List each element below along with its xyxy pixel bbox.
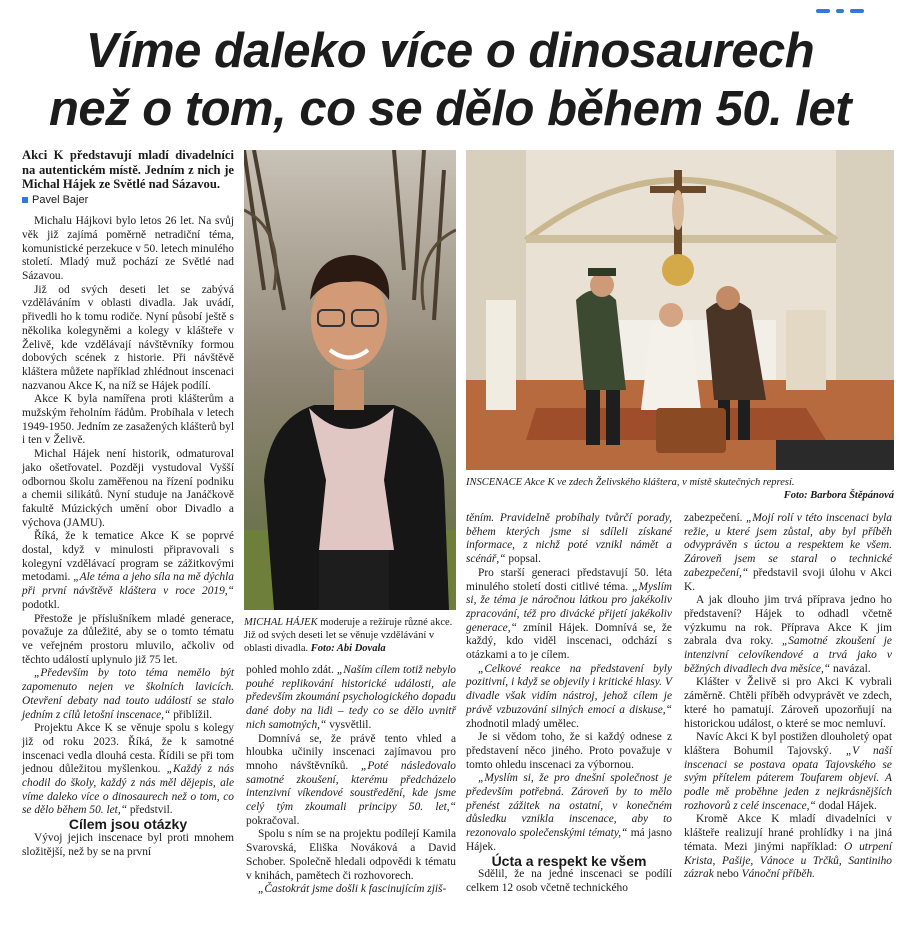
play-scene-image [466, 150, 894, 470]
paragraph: Říká, že k tematice Akce K se poprvé dostal, když v minulosti připravovali s kolegyní vzdělávací program se zážitkovými metodami. „Ale téma a jeho síla na mě dýchla při první návštěvě kláštera v roce 2019,“ podotkl. [22, 530, 234, 611]
article-column-2 [246, 664, 456, 897]
paragraph: „Především by toto téma nemělo být zapomenuto nejen ve školních lavicích. Otevření debaty nad touto událostí se stalo jedním z cílů letošní inscenace,“ přiblížil. [22, 667, 234, 721]
paragraph: Je si vědom toho, že si každý odnese z představení něco jiného. Proto považuje v tomto ohledu inscenaci za výbornou. [466, 731, 672, 771]
paragraph: Akce K byla namířena proti klášterům a mužským řeholním řádům. Probíhala v letech 1949-1950. Jedním ze zasažených klášterů byl i ten v Želivě. [22, 393, 234, 447]
paragraph: Kromě Akce K mladí divadelníci v klášteře realizují hrané prohlídky i na jiná témata. Mezi jinými například: O utrpení Krista, Pašije, Vánoce u Trčků, Santiniho zázrak nebo Vánoční příběh. [684, 813, 892, 881]
subheading: Úcta a respekt ke všem [491, 852, 647, 869]
photo-credit: Foto: Abi Dovala [310, 643, 386, 654]
paragraph: zabezpečení. „Mojí rolí v této inscenaci byla režie, u které jsem zůstal, aby byl příběh odvyprávěn s úctou a respektem ke všem. Zároveň jsem se staral o technické zabezpečení,“ představil svoji úlohu v Akci K. [684, 512, 892, 593]
paragraph: pohled mohlo zdát. „Naším cílem totiž nebylo pouhé replikování historické události, ale především zkoumání psychologického dopadu dané doby na lidi – tedy co se dělo uvnitř nich samotných,“ vysvětlil. [246, 664, 456, 731]
caption-text: moderuje a režíruje různé akce. Již od svých deseti let se věnuje vzdělávání v oblasti divadla. [244, 617, 453, 654]
paragraph: „Častokrát jsme došli k fascinujícím zjiš- [258, 883, 447, 896]
portrait-photo [244, 150, 456, 610]
article-lead: Akci K představují mladí divadelníci na autentickém místě. Jedním z nich je Michal Hájek ze Světlé nad Sázavou. [22, 148, 234, 191]
author-name: Pavel Bajer [32, 193, 89, 206]
headline-line-2: než o tom, co se dělo během 50. let [48, 82, 852, 136]
author-byline [22, 194, 234, 208]
headline-line-1: Víme daleko více o dinosaurech [85, 24, 815, 78]
paragraph: Klášter v Želivě si pro Akci K vybrali záměrně. Chtěli příběh odvyprávět ve zdech, které ho pamatují. Zároveň upozorňují na historickou událost, o které se moc nemluví. [684, 676, 892, 730]
paragraph: Již od svých deseti let se zabývá vzděláváním v oblasti divadla. Jak uvádí, přivedli ho k tomu rodiče. Nyní působí ještě s několika kolegyněmi a kolegy v klášteře v Želivě, kde vzdělávají návštěvníky formou dobových scének z historie. Při návštěvě kláštera můžete například zhlédnout inscenaci nazvanou Akce K, na níž se Hájek podílí. [22, 283, 234, 392]
portrait-caption [244, 616, 456, 655]
paragraph: Vývoj jejich inscenace byl proti mnohem složitější, než by se na první [22, 831, 234, 858]
paragraph: Navíc Akci K byl postižen dlouholetý opat kláštera Bohumil Tajovský. „V naší inscenaci se postava opata Tajovského se svým přítelem páterem Toufarem objeví. A podle mě proběhne jeden z nejkrásnějších rozhovorů z celé inscenace,“ dodal Hájek. [684, 731, 892, 812]
article-column-1 [22, 148, 234, 859]
play-scene-photo [466, 150, 894, 470]
paragraph: Projektu Akce K se věnuje spolu s kolegy již od roku 2023. Říká, že k samotné inscenaci vedla dlouhá cesta. Řídili se při tom jednou důležitou myšlenkou. „Každý z nás chodil do školy, každý z nás měl dějepis, ale víme daleko více o dinosaurech než o tom, co se dělo během 50. let,“ předstvil. [22, 722, 235, 817]
article-column-3 [466, 512, 672, 896]
caption-name: MICHAL HÁJEK [244, 617, 318, 628]
paragraph: Sdělil, že na jedné inscenaci se podílí celkem 12 osob včetně technického [466, 868, 672, 894]
paragraph: A jak dlouho jim trvá příprava jedno ho představení? Hájek to odhadl včetně výzkumu na rok. Příprava Akce K jim zabrala dva roky. „Samotné zkoušení je intenzivní celovíkendové a trvá jako v běžných divadlech dva měsíce,“ navázal. [684, 594, 892, 675]
article-column-4 [684, 512, 892, 882]
paragraph: těním. Pravidelně probíhaly tvůrčí porady, během kterých jsme si sdíleli získané informace, z nichž poté vznikl námět a scénář,“ popsal. [466, 512, 672, 566]
paragraph: Domnívá se, že právě tento vhled a hloubka učinily inscenaci zajímavou pro mnoho návštěvníků. „Poté následovalo samotné zkoušení, kterému předcházelo intenzivní víkendové soustředění, kde jsme celý tým zkoumali principy 50. let,“ pokračoval. [246, 732, 456, 827]
article-headline [0, 22, 900, 138]
paragraph: Spolu s ním se na projektu podílejí Kamila Svarovská, Eliška Nováková a David Schober. Společně hledali odpovědi k tématu v knihách, pamětech či rozhovorech. [246, 828, 456, 882]
paragraph: Michal Hájek není historik, odmaturoval jako ošetřovatel. Později vystudoval Vyšší odbornou školu zaměřenou na řízení podniku a chemii silikátů. Nyní studuje na Janáčkově fakultě Múzických umění obor Divadlo a výchova (JAMU). [22, 448, 234, 529]
scene-photo-credit: Foto: Barbora Štěpánová [783, 490, 894, 501]
paragraph: „Myslím si, že pro dnešní společnost je především potřebná. Zároveň by to mělo přenést zážitek na ostatní, v konečném důsledku vznikla inscenace, aby to rezonovalo společenskými tématy,“ má jasno Hájek. [466, 772, 672, 853]
paragraph: Přestože je příslušníkem mladé generace, považuje za důležité, aby se o tomto tématu ve veřejném prostoru mluvilo, ačkoliv od těchto událostí uplynulo již 75 let. [22, 612, 234, 666]
page-corner-mark [810, 0, 890, 6]
paragraph: Michalu Hájkovi bylo letos 26 let. Na svůj věk již zajímá poměrně netradiční téma, komunistické perzekuce v 50. letech minulého století. Mladý muž pochází ze Světlé nad Sázavou. [22, 215, 234, 283]
paragraph: Pro starší generaci představují 50. léta minulého století dosti citlivé téma. „Myslím si, že téma je náročnou látkou pro jakékoliv zpracování, též pro divácké přijetí jakékoliv generace,“ zmínil Hájek. Domnívá se, že každý, kdo viděl inscenaci, odchází s otázkami a to je cílem. [466, 566, 672, 662]
subheading: Cílem jsou otázky [68, 816, 188, 833]
scene-caption-text: INSCENACE Akce K ve zdech Želivského kláštera, v místě skutečných represí. [466, 477, 795, 488]
portrait-image [244, 150, 456, 610]
byline-square-icon [22, 197, 28, 203]
paragraph: „Celkové reakce na představení byly pozitivní, i když se objevily i kritické hlasy. V divadle však vidím nástroj, jehož cílem je právě vzbuzování silných emocí a diskuse,“ zhodnotil mladý umělec. [466, 662, 672, 730]
scene-caption [466, 476, 894, 502]
